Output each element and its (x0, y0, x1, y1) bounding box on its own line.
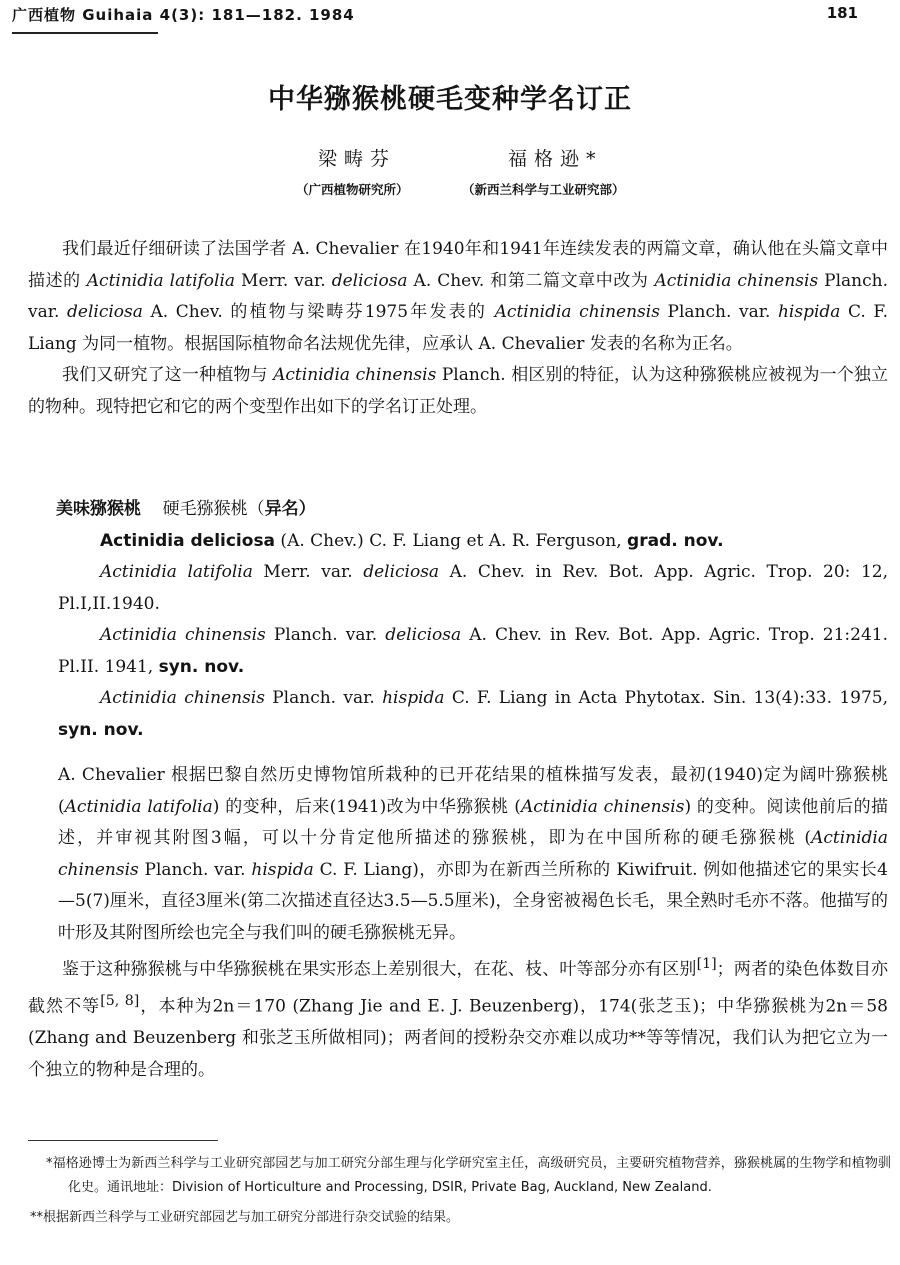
citation-ref-1: [1] (696, 956, 717, 972)
affiliation-2: （新西兰科学与工业研究部） (462, 182, 625, 197)
synonymy-heading: 美味猕猴桃 硬毛猕猴桃（异名） (56, 499, 316, 519)
synonym-2: Actinidia chinensis Planch. var. deliciosa A. Chev. in Rev. Bot. App. Agric. Trop. 21:241. Pl.II. 1941, syn. nov. (58, 625, 889, 677)
affiliation-line (0, 180, 900, 200)
paragraph-3: A. Chevalier 根据巴黎自然历史博物馆所栽种的已开花结果的植株描写发表，最初(1940)定为阔叶猕猴桃 (Actinidia latifolia) 的变种，后来(1941)改为中华猕猴桃 (Actinidia chinensis) 的变种。阅读他前后的描述，并审视其附图3幅，可以十分肯定他所描述的猕猴桃，即为在中国所称的硬毛猕猴桃 (Actinidia chinensis Planch. var. hispida C. F. Liang)，亦即为在新西兰所称的 Kiwifruit. 例如他描述它的果实长4—5(7)厘米，直径3厘米(第二次描述直径达3.5—5.5厘米)，全身密被褐色长毛，果全熟时毛亦不落。他描写的叶形及其附图所绘也完全与我们叫的硬毛猕猴桃无异。 (58, 765, 889, 943)
header-rule (12, 32, 158, 34)
journal-citation: 广西植物 Guihaia 4(3): 181—182. 1984 (12, 6, 355, 24)
intro-section (28, 234, 888, 423)
paragraph-2: 我们又研究了这一种植物与 Actinidia chinensis Planch. 相区别的特征，认为这种猕猴桃应被视为一个独立的物种。现特把它和它的两个变型作出如下的学名订正处理。 (28, 365, 889, 417)
running-header (12, 2, 858, 26)
paragraph-1: 我们最近仔细研读了法国学者 A. Chevalier 在1940年和1941年连续发表的两篇文章，确认他在头篇文章中描述的 Actinidia latifolia Merr. var. deliciosa A. Chev. 和第二篇文章中改为 Actinidia chinensis Planch. var. deliciosa A. Chev. 的植物与梁畴芬1975年发表的 Actinidia chinensis Planch. var. hispida C. F. Liang 为同一植物。根据国际植物命名法规优先律，应承认 A. Chevalier 发表的名称为正名。 (28, 239, 888, 354)
author-2: 福格逊* (508, 148, 603, 170)
affiliation-1: （广西植物研究所） (296, 182, 409, 197)
synonymy-block (28, 494, 888, 746)
discussion-section (28, 760, 888, 1086)
footnote-rule (28, 1140, 218, 1141)
citation-ref-5-8: [5, 8] (100, 993, 140, 1010)
paragraph-4: 鉴于这种猕猴桃与中华猕猴桃在果实形态上差别很大，在花、枝、叶等部分亦有区别[1]；两者的染色体数目亦截然不等[5, 8]，本种为2n＝170 (Zhang Jie and E. J. Beuzenberg)，174(张芝玉)；中华猕猴桃为2n＝58 (Zhang and Beuzenberg 和张芝玉所做相同)；两者间的授粉杂交亦难以成功**等等情况，我们认为把它立为一个独立的物种是合理的。 (28, 956, 889, 1080)
article-title: 中华猕猴桃硬毛变种学名订正 (268, 84, 632, 115)
page-number: 181 (826, 4, 858, 22)
author-line (0, 144, 900, 168)
synonym-1: Actinidia latifolia Merr. var. deliciosa A. Chev. in Rev. Bot. App. Agric. Trop. 20: 12, Pl.I,II.1940. (58, 562, 889, 614)
footnote-2: **根据新西兰科学与工业研究部园艺与加工研究分部进行杂交试验的结果。 (30, 1210, 460, 1225)
accepted-name: Actinidia deliciosa (A. Chev.) C. F. Liang et A. R. Ferguson, grad. nov. (100, 530, 724, 551)
footnote-1: *福格逊博士为新西兰科学与工业研究部园艺与加工研究分部生理与化学研究室主任，高级研究员，主要研究植物营养，猕猴桃属的生物学和植物驯化史。通讯地址：Division of Horticulture and Processing, DSIR, Private Bag, Auckland, New Zealand. (46, 1156, 891, 1195)
author-1: 梁畴芬 (318, 148, 397, 170)
footnotes (30, 1152, 891, 1230)
synonym-3: Actinidia chinensis Planch. var. hispida C. F. Liang in Acta Phytotax. Sin. 13(4):33. 1975, syn. nov. (58, 688, 888, 740)
